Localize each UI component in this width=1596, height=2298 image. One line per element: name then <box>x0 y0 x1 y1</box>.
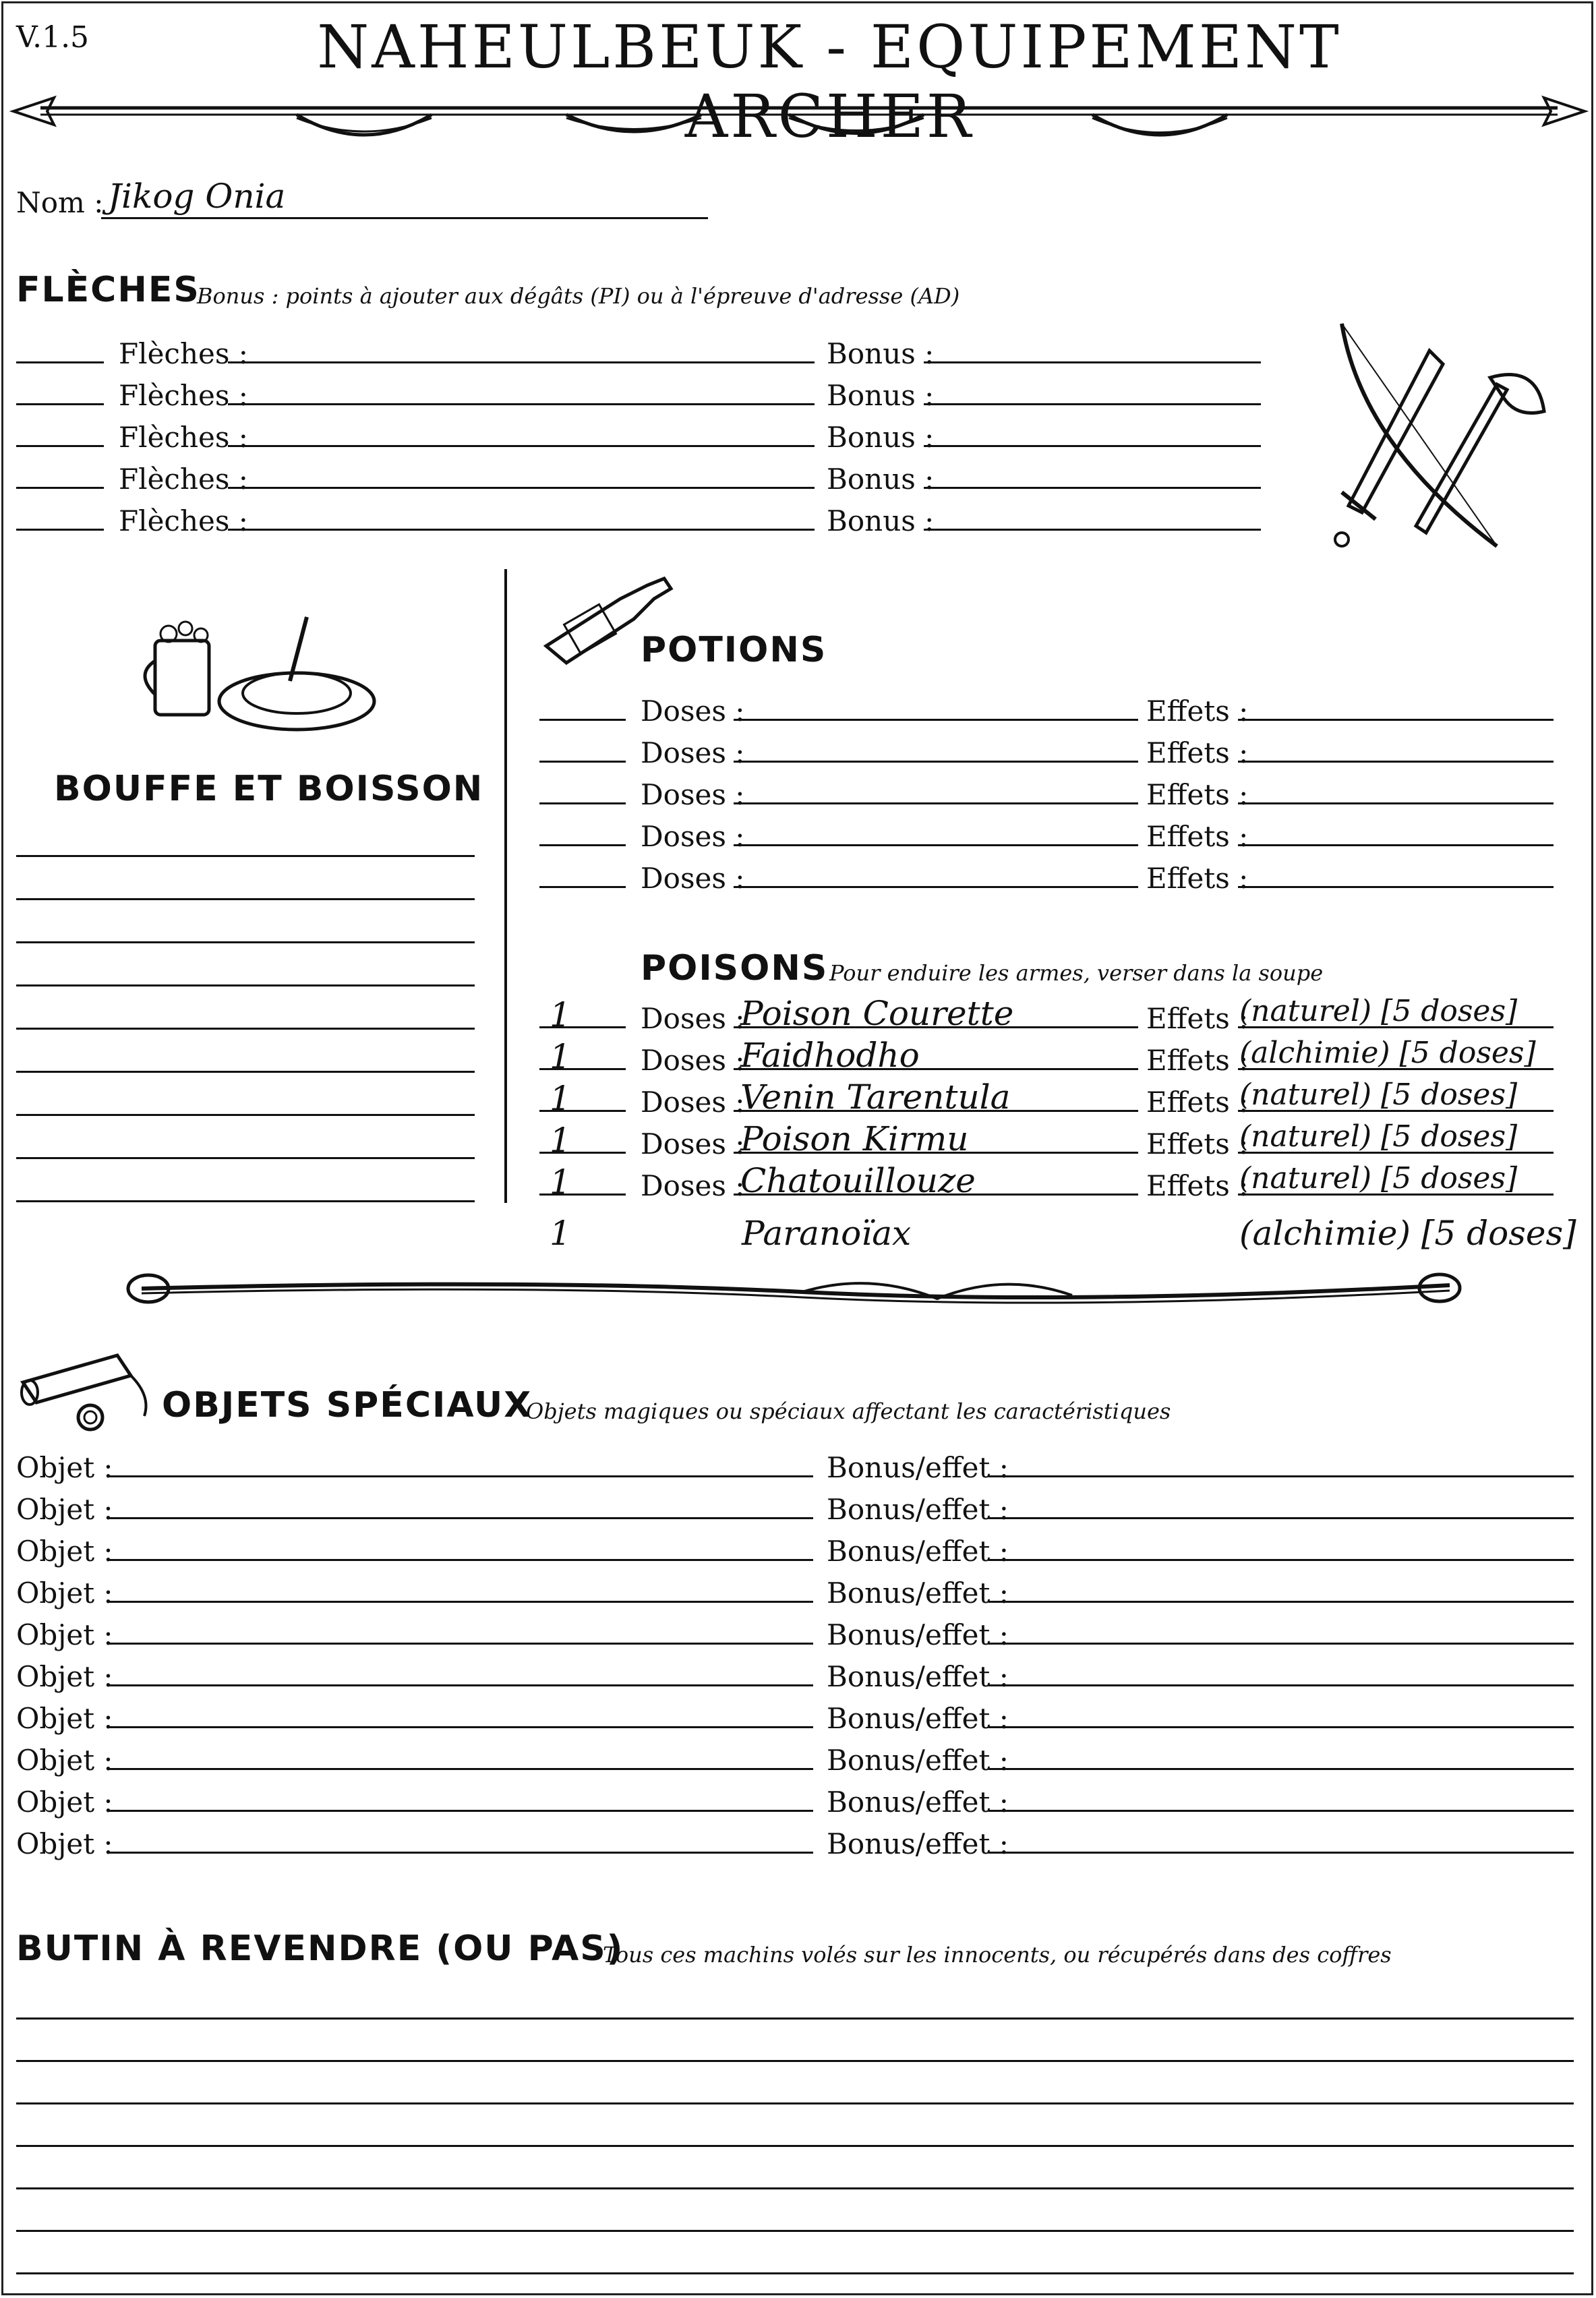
fleches-bonus-line[interactable] <box>924 445 1261 447</box>
fleches-qty-line[interactable] <box>16 529 104 531</box>
poison-name-line <box>734 1152 1138 1154</box>
poison-qty[interactable]: 1 <box>550 1121 571 1160</box>
butin-line[interactable] <box>16 2187 1574 2189</box>
page-title: NAHEULBEUK - EQUIPEMENT ARCHER <box>317 12 1342 151</box>
poison-name-line <box>734 1068 1138 1070</box>
fleches-label: Flèches : <box>119 379 248 412</box>
potion-qty-line[interactable] <box>539 886 626 888</box>
fleches-name-line[interactable] <box>228 445 815 447</box>
fleches-name-line[interactable] <box>228 403 815 405</box>
bouffe-line[interactable] <box>16 1200 475 1202</box>
objet-name-line[interactable] <box>109 1643 813 1645</box>
butin-line[interactable] <box>16 2230 1574 2232</box>
fleches-qty-line[interactable] <box>16 403 104 405</box>
poison-name[interactable]: Chatouillouze <box>740 1161 976 1200</box>
name-value[interactable]: Jikog Onia <box>108 177 286 216</box>
potion-effets-label: Effets : <box>1146 778 1249 811</box>
poison-effets-label: Effets : <box>1146 1127 1249 1160</box>
poison-qty[interactable]: 1 <box>550 1162 571 1202</box>
poison-name[interactable]: Poison Kirmu <box>740 1119 969 1158</box>
poisons-subtitle: Pour enduire les armes, verser dans la soupe <box>829 960 1324 986</box>
name-label: Nom : <box>16 186 104 219</box>
poison-effect-line <box>1238 1152 1554 1154</box>
potion-effets-label: Effets : <box>1146 820 1249 853</box>
poison-qty-line <box>539 1068 626 1070</box>
poison-effect[interactable]: (naturel) [5 doses] <box>1239 1119 1518 1154</box>
objet-bonus-label: Bonus/effet : <box>827 1786 1009 1819</box>
arrow-banner-icon <box>13 81 1585 148</box>
objet-bonus-line[interactable] <box>988 1559 1574 1561</box>
poison-effect[interactable]: (naturel) [5 doses] <box>1239 1078 1518 1112</box>
bouffe-line[interactable] <box>16 1071 475 1073</box>
fleches-bonus-label: Bonus : <box>827 463 935 496</box>
bouffe-line[interactable] <box>16 1028 475 1030</box>
bouffe-line[interactable] <box>16 898 475 900</box>
scroll-ring-icon <box>16 1342 158 1436</box>
potion-name-line[interactable] <box>734 844 1138 846</box>
objet-bonus-line[interactable] <box>988 1810 1574 1812</box>
poison-extra-effect: (alchimie) [5 doses] <box>1239 1214 1576 1253</box>
poison-extra-name: Paranoïax <box>742 1214 912 1253</box>
potion-qty-line[interactable] <box>539 761 626 763</box>
fleches-title: FLÈCHES <box>16 270 200 310</box>
objet-label: Objet : <box>16 1660 113 1693</box>
objet-label: Objet : <box>16 1493 113 1526</box>
objet-bonus-line[interactable] <box>988 1768 1574 1770</box>
potions-title: POTIONS <box>641 630 827 670</box>
poison-name-line <box>734 1026 1138 1028</box>
objet-bonus-label: Bonus/effet : <box>827 1451 1009 1484</box>
poison-qty-line <box>539 1152 626 1154</box>
objet-name-line[interactable] <box>109 1684 813 1686</box>
poison-qty-line <box>539 1110 626 1112</box>
poison-qty-line <box>539 1194 626 1196</box>
fleches-bonus-label: Bonus : <box>827 337 935 370</box>
potion-effect-line[interactable] <box>1238 844 1554 846</box>
objet-label: Objet : <box>16 1827 113 1860</box>
potion-effets-label: Effets : <box>1146 862 1249 895</box>
fleches-name-line[interactable] <box>228 487 815 489</box>
poison-doses-label: Doses : <box>641 1127 745 1160</box>
poison-doses-label: Doses : <box>641 1086 745 1119</box>
poison-doses-label: Doses : <box>641 1044 745 1077</box>
fleches-name-line[interactable] <box>228 529 815 531</box>
poison-name-line <box>734 1194 1138 1196</box>
version-label: V.1.5 <box>16 20 90 55</box>
butin-title: BUTIN À REVENDRE (OU PAS) <box>16 1928 624 1969</box>
butin-line[interactable] <box>16 2060 1574 2062</box>
butin-line[interactable] <box>16 2017 1574 2020</box>
objet-label: Objet : <box>16 1618 113 1651</box>
objets-title: OBJETS SPÉCIAUX <box>162 1385 533 1425</box>
fleches-label: Flèches : <box>119 463 248 496</box>
poison-effect-line <box>1238 1194 1554 1196</box>
poison-qty[interactable]: 1 <box>550 1079 571 1118</box>
poison-extra-qty: 1 <box>550 1214 571 1253</box>
poison-effets-label: Effets : <box>1146 1086 1249 1119</box>
fleches-bonus-label: Bonus : <box>827 504 935 537</box>
potion-qty-line[interactable] <box>539 719 626 721</box>
objet-bonus-label: Bonus/effet : <box>827 1702 1009 1735</box>
fleches-bonus-line[interactable] <box>924 529 1261 531</box>
column-divider <box>504 569 507 1203</box>
food-drink-illustration-icon <box>142 607 378 735</box>
fleches-bonus-line[interactable] <box>924 361 1261 363</box>
objet-bonus-line[interactable] <box>988 1475 1574 1477</box>
objet-name-line[interactable] <box>109 1517 813 1519</box>
poison-name[interactable]: Venin Tarentula <box>740 1078 1011 1117</box>
potion-qty-line[interactable] <box>539 844 626 846</box>
poisons-title: POISONS <box>641 948 829 989</box>
poison-qty[interactable]: 1 <box>550 995 571 1034</box>
fleches-qty-line[interactable] <box>16 361 104 363</box>
objet-name-line[interactable] <box>109 1810 813 1812</box>
fleches-label: Flèches : <box>119 337 248 370</box>
objet-bonus-line[interactable] <box>988 1643 1574 1645</box>
objet-name-line[interactable] <box>109 1768 813 1770</box>
objet-label: Objet : <box>16 1744 113 1777</box>
poison-name[interactable]: Poison Courette <box>740 994 1014 1033</box>
potion-doses-label: Doses : <box>641 736 745 769</box>
objet-name-line[interactable] <box>109 1601 813 1603</box>
objet-bonus-label: Bonus/effet : <box>827 1744 1009 1777</box>
objet-label: Objet : <box>16 1451 113 1484</box>
poison-effect[interactable]: (naturel) [5 doses] <box>1239 994 1518 1028</box>
fleches-bonus-label: Bonus : <box>827 379 935 412</box>
objet-bonus-line[interactable] <box>988 1684 1574 1686</box>
bouffe-line[interactable] <box>16 855 475 857</box>
objet-name-line[interactable] <box>109 1475 813 1477</box>
objet-bonus-line[interactable] <box>988 1601 1574 1603</box>
bouffe-line[interactable] <box>16 941 475 943</box>
fleches-label: Flèches : <box>119 421 248 454</box>
poison-doses-label: Doses : <box>641 1002 745 1035</box>
poison-effets-label: Effets : <box>1146 1044 1249 1077</box>
poison-effect[interactable]: (alchimie) [5 doses] <box>1239 1036 1536 1070</box>
poison-effect[interactable]: (naturel) [5 doses] <box>1239 1161 1518 1196</box>
potion-name-line[interactable] <box>734 802 1138 804</box>
fleches-name-line[interactable] <box>228 361 815 363</box>
potion-name-line[interactable] <box>734 761 1138 763</box>
objet-bonus-line[interactable] <box>988 1726 1574 1728</box>
bouffe-line[interactable] <box>16 1157 475 1159</box>
potion-doses-label: Doses : <box>641 778 745 811</box>
poison-name[interactable]: Faidhodho <box>740 1036 920 1075</box>
poison-effets-label: Effets : <box>1146 1002 1249 1035</box>
objet-label: Objet : <box>16 1535 113 1568</box>
potion-effect-line[interactable] <box>1238 719 1554 721</box>
objet-bonus-label: Bonus/effet : <box>827 1827 1009 1860</box>
objet-bonus-label: Bonus/effet : <box>827 1535 1009 1568</box>
potion-doses-label: Doses : <box>641 862 745 895</box>
poison-doses-label: Doses : <box>641 1169 745 1202</box>
potion-name-line[interactable] <box>734 719 1138 721</box>
poison-qty[interactable]: 1 <box>550 1037 571 1076</box>
objet-bonus-label: Bonus/effet : <box>827 1660 1009 1693</box>
fleches-label: Flèches : <box>119 504 248 537</box>
objet-label: Objet : <box>16 1786 113 1819</box>
poison-effets-label: Effets : <box>1146 1169 1249 1202</box>
weapons-illustration-icon <box>1322 310 1564 553</box>
poison-effect-line <box>1238 1026 1554 1028</box>
objet-bonus-line[interactable] <box>988 1852 1574 1854</box>
potion-effect-line[interactable] <box>1238 886 1554 888</box>
objet-bonus-label: Bonus/effet : <box>827 1577 1009 1610</box>
objet-bonus-label: Bonus/effet : <box>827 1493 1009 1526</box>
potion-effets-label: Effets : <box>1146 695 1249 728</box>
objet-bonus-line[interactable] <box>988 1517 1574 1519</box>
potion-qty-line[interactable] <box>539 802 626 804</box>
bouffe-line[interactable] <box>16 984 475 986</box>
objet-name-line[interactable] <box>109 1559 813 1561</box>
potion-name-line[interactable] <box>734 886 1138 888</box>
potion-effets-label: Effets : <box>1146 736 1249 769</box>
poison-effect-line <box>1238 1110 1554 1112</box>
fleches-subtitle: Bonus : points à ajouter aux dégâts (PI) ou à l'épreuve d'adresse (AD) <box>197 283 960 309</box>
poison-effect-line <box>1238 1068 1554 1070</box>
objet-label: Objet : <box>16 1702 113 1735</box>
poison-name-line <box>734 1110 1138 1112</box>
butin-line[interactable] <box>16 2145 1574 2147</box>
potion-effect-line[interactable] <box>1238 761 1554 763</box>
butin-line[interactable] <box>16 2102 1574 2104</box>
poison-qty-line <box>539 1026 626 1028</box>
bouffe-line[interactable] <box>16 1114 475 1116</box>
fleches-qty-line[interactable] <box>16 445 104 447</box>
fleches-bonus-line[interactable] <box>924 403 1261 405</box>
objet-name-line[interactable] <box>109 1726 813 1728</box>
potion-doses-label: Doses : <box>641 695 745 728</box>
objets-subtitle: Objets magiques ou spéciaux affectant les caractéristiques <box>526 1398 1171 1424</box>
fleches-qty-line[interactable] <box>16 487 104 489</box>
objet-bonus-label: Bonus/effet : <box>827 1618 1009 1651</box>
butin-subtitle: Tous ces machins volés sur les innocents, ou récupérés dans des coffres <box>603 1942 1392 1968</box>
fleches-bonus-line[interactable] <box>924 487 1261 489</box>
potion-doses-label: Doses : <box>641 820 745 853</box>
name-underline <box>101 217 708 219</box>
butin-line[interactable] <box>16 2272 1574 2274</box>
fleches-bonus-label: Bonus : <box>827 421 935 454</box>
objet-name-line[interactable] <box>109 1852 813 1854</box>
staff-divider-icon <box>128 1265 1463 1312</box>
potion-effect-line[interactable] <box>1238 802 1554 804</box>
bouffe-title: BOUFFE ET BOISSON <box>54 769 484 809</box>
objet-label: Objet : <box>16 1577 113 1610</box>
